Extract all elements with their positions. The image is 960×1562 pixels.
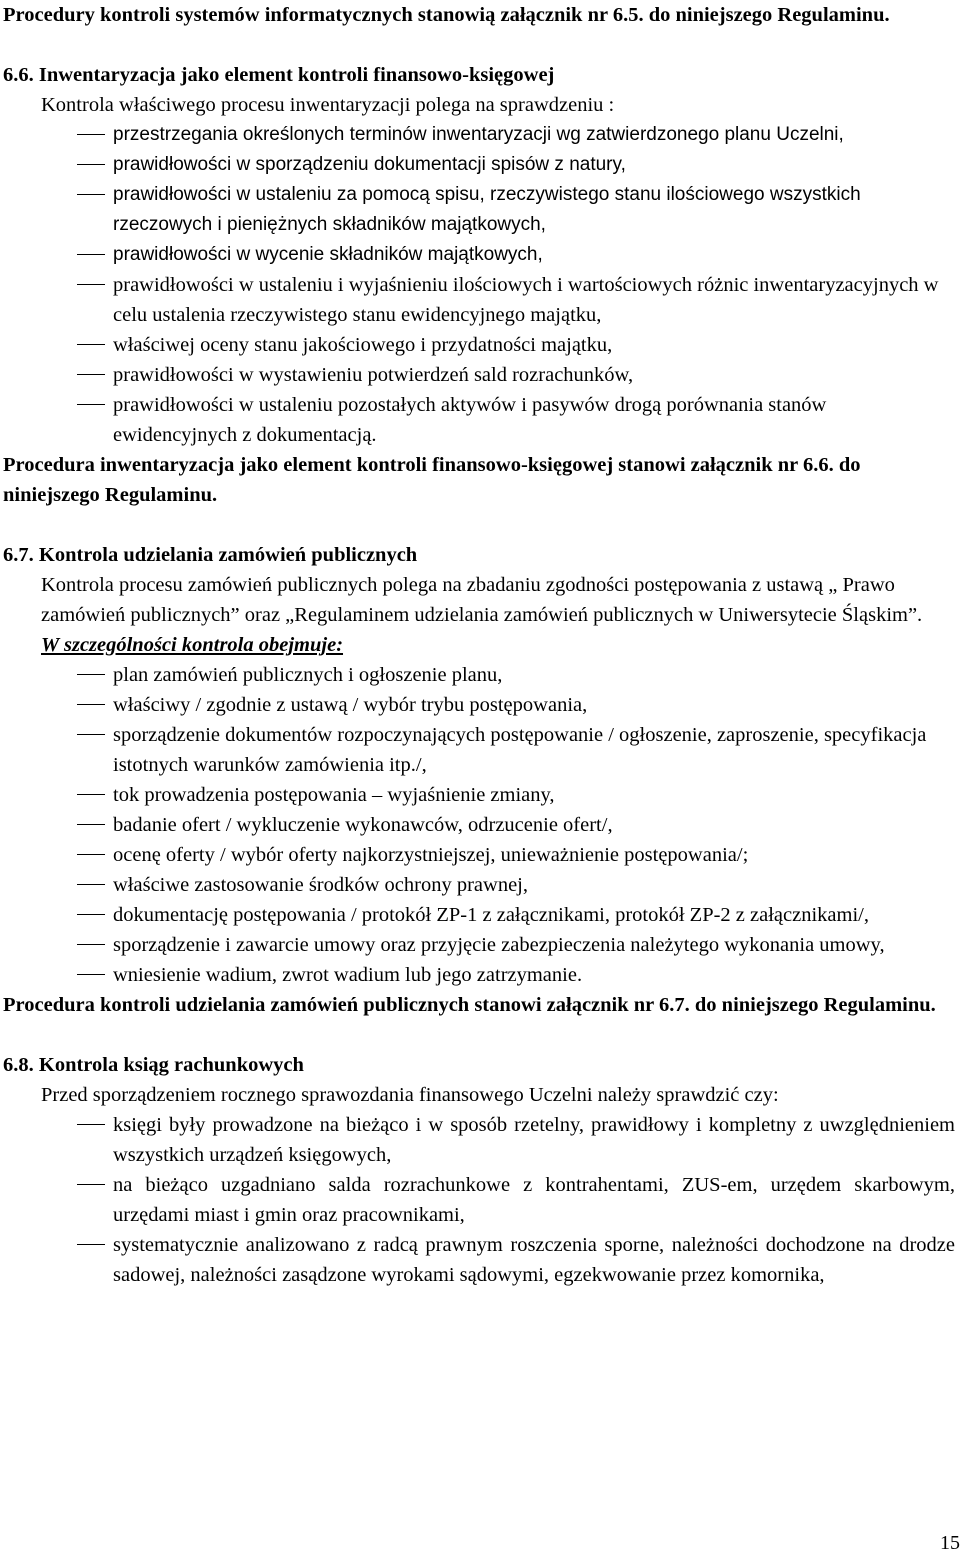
- dash-bullet: [77, 164, 105, 165]
- document-page: [3, 0, 955, 1290]
- dash-bullet: [77, 284, 105, 285]
- spacer: [3, 30, 955, 60]
- list-item-text: wniesienie wadium, zwrot wadium lub jego zatrzymanie.: [113, 964, 583, 986]
- section-intro: Kontrola właściwego procesu inwentaryzacji polega na sprawdzeniu :: [41, 94, 615, 116]
- list-item-text: systematycznie analizowano z radcą prawnym roszczenia sporne, należności dochodzone na drodze sadowej, należności zasądzone wyrokami sądowymi, egzekwowanie przez komornika,: [113, 1234, 955, 1286]
- spacer: [3, 510, 955, 540]
- list-item-text: prawidłowości w wystawieniu potwierdzeń sald rozrachunków,: [113, 364, 634, 386]
- list-item: [3, 840, 955, 870]
- section-procedure-note: Procedura inwentaryzacja jako element kontroli finansowo-księgowej stanowi załącznik nr 6.6. do niniejszego Regulaminu.: [3, 454, 861, 506]
- list-item: [3, 120, 955, 150]
- ledger-checklist: [3, 1110, 955, 1290]
- list-item-text: właściwe zastosowanie środków ochrony prawnej,: [113, 874, 529, 896]
- page-number: 15: [940, 1532, 960, 1554]
- list-item: [3, 150, 955, 180]
- section-6-7: [3, 540, 955, 1020]
- list-item: [3, 360, 955, 390]
- section-heading: 6.7. Kontrola udzielania zamówień publicznych: [3, 544, 418, 566]
- list-item-text: dokumentację postępowania / protokół ZP-1 z załącznikami, protokół ZP-2 z załącznikami/,: [113, 904, 869, 926]
- list-item-text: właściwy / zgodnie z ustawą / wybór trybu postępowania,: [113, 694, 588, 716]
- dash-bullet: [77, 674, 105, 675]
- list-item-text: na bieżąco uzgadniano salda rozrachunkowe z kontrahentami, ZUS-em, urzędem skarbowym, urzędami miast i gmin oraz pracownikami,: [113, 1174, 955, 1226]
- list-item: [3, 1170, 955, 1230]
- dash-bullet: [77, 134, 105, 135]
- dash-bullet: [77, 194, 105, 195]
- list-item-text: sporządzenie dokumentów rozpoczynających postępowanie / ogłoszenie, zaproszenie, specyfikacja istotnych warunków zamówienia itp./,: [113, 724, 927, 776]
- list-item-text: prawidłowości w ustaleniu i wyjaśnieniu ilościowych i wartościowych różnic inwentaryzacyjnych w celu ustalenia rzeczywistego stanu ewidencyjnego majątku,: [113, 274, 939, 326]
- list-item-text: właściwej oceny stanu jakościowego i przydatności majątku,: [113, 334, 613, 356]
- dash-bullet: [77, 854, 105, 855]
- dash-bullet: [77, 1124, 105, 1125]
- dash-bullet: [77, 254, 105, 255]
- dash-bullet: [77, 1244, 105, 1245]
- list-item: [3, 240, 955, 270]
- list-item: [3, 870, 955, 900]
- list-item-text: tok prowadzenia postępowania – wyjaśnienie zmiany,: [113, 784, 555, 806]
- dash-bullet: [77, 1184, 105, 1185]
- dash-bullet: [77, 914, 105, 915]
- dash-bullet: [77, 944, 105, 945]
- section-heading: 6.6. Inwentaryzacja jako element kontroli finansowo-księgowej: [3, 64, 555, 86]
- section-heading: 6.8. Kontrola ksiąg rachunkowych: [3, 1054, 304, 1076]
- list-item-text: sporządzenie i zawarcie umowy oraz przyjęcie zabezpieczenia należytego wykonania umowy,: [113, 934, 885, 956]
- dash-bullet: [77, 824, 105, 825]
- list-item-text: plan zamówień publicznych i ogłoszenie planu,: [113, 664, 503, 686]
- list-item: [3, 1230, 955, 1290]
- list-item: [3, 930, 955, 960]
- list-item: [3, 330, 955, 360]
- spacer: [3, 1020, 955, 1050]
- inventory-checklist: [3, 120, 955, 270]
- list-item-text: ocenę oferty / wybór oferty najkorzystniejszej, unieważnienie postępowania/;: [113, 844, 749, 866]
- dash-bullet: [77, 344, 105, 345]
- section-intro: Przed sporządzeniem rocznego sprawozdania finansowego Uczelni należy sprawdzić czy:: [41, 1084, 779, 1106]
- dash-bullet: [77, 794, 105, 795]
- dash-bullet: [77, 884, 105, 885]
- section-emphasis: W szczególności kontrola obejmuje:: [41, 634, 344, 656]
- list-item-text: prawidłowości w wycenie składników majątkowych,: [113, 244, 543, 265]
- procurement-checklist: [3, 660, 955, 990]
- list-item-text: księgi były prowadzone na bieżąco i w sposób rzetelny, prawidłowy i kompletny z uwzględnieniem wszystkich urządzeń księgowych,: [113, 1114, 955, 1166]
- list-item: [3, 1110, 955, 1170]
- section-procedure-note: Procedura kontroli udzielania zamówień publicznych stanowi załącznik nr 6.7. do niniejszego Regulaminu.: [3, 994, 936, 1016]
- list-item-text: przestrzegania określonych terminów inwentaryzacji wg zatwierdzonego planu Uczelni,: [113, 124, 844, 145]
- list-item: [3, 660, 955, 690]
- list-item: [3, 900, 955, 930]
- top-procedure-note: Procedury kontroli systemów informatycznych stanowią załącznik nr 6.5. do niniejszego Regulaminu.: [3, 4, 890, 26]
- list-item: [3, 270, 955, 330]
- list-item: [3, 780, 955, 810]
- section-6-8: [3, 1050, 955, 1290]
- section-6-6: [3, 60, 955, 510]
- dash-bullet: [77, 374, 105, 375]
- list-item: [3, 390, 955, 450]
- dash-bullet: [77, 404, 105, 405]
- list-item-text: badanie ofert / wykluczenie wykonawców, odrzucenie ofert/,: [113, 814, 613, 836]
- dash-bullet: [77, 974, 105, 975]
- dash-bullet: [77, 704, 105, 705]
- inventory-checklist-cont: [3, 270, 955, 450]
- list-item: [3, 180, 955, 240]
- list-item-text: prawidłowości w ustaleniu pozostałych aktywów i pasywów drogą porównania stanów ewidencyjnych z dokumentacją.: [113, 394, 827, 446]
- list-item-text: prawidłowości w ustaleniu za pomocą spisu, rzeczywistego stanu ilościowego wszystkich rzeczowych i pieniężnych składników majątkowych,: [113, 184, 861, 235]
- section-intro: Kontrola procesu zamówień publicznych polega na zbadaniu zgodności postępowania z ustawą „ Prawo zamówień publicznych” oraz „Regulaminem udzielania zamówień publicznych w Uniwersytecie Śląskim”.: [41, 574, 923, 626]
- dash-bullet: [77, 734, 105, 735]
- list-item: [3, 810, 955, 840]
- list-item: [3, 690, 955, 720]
- list-item-text: prawidłowości w sporządzeniu dokumentacji spisów z natury,: [113, 154, 626, 175]
- list-item: [3, 720, 955, 780]
- list-item: [3, 960, 955, 990]
